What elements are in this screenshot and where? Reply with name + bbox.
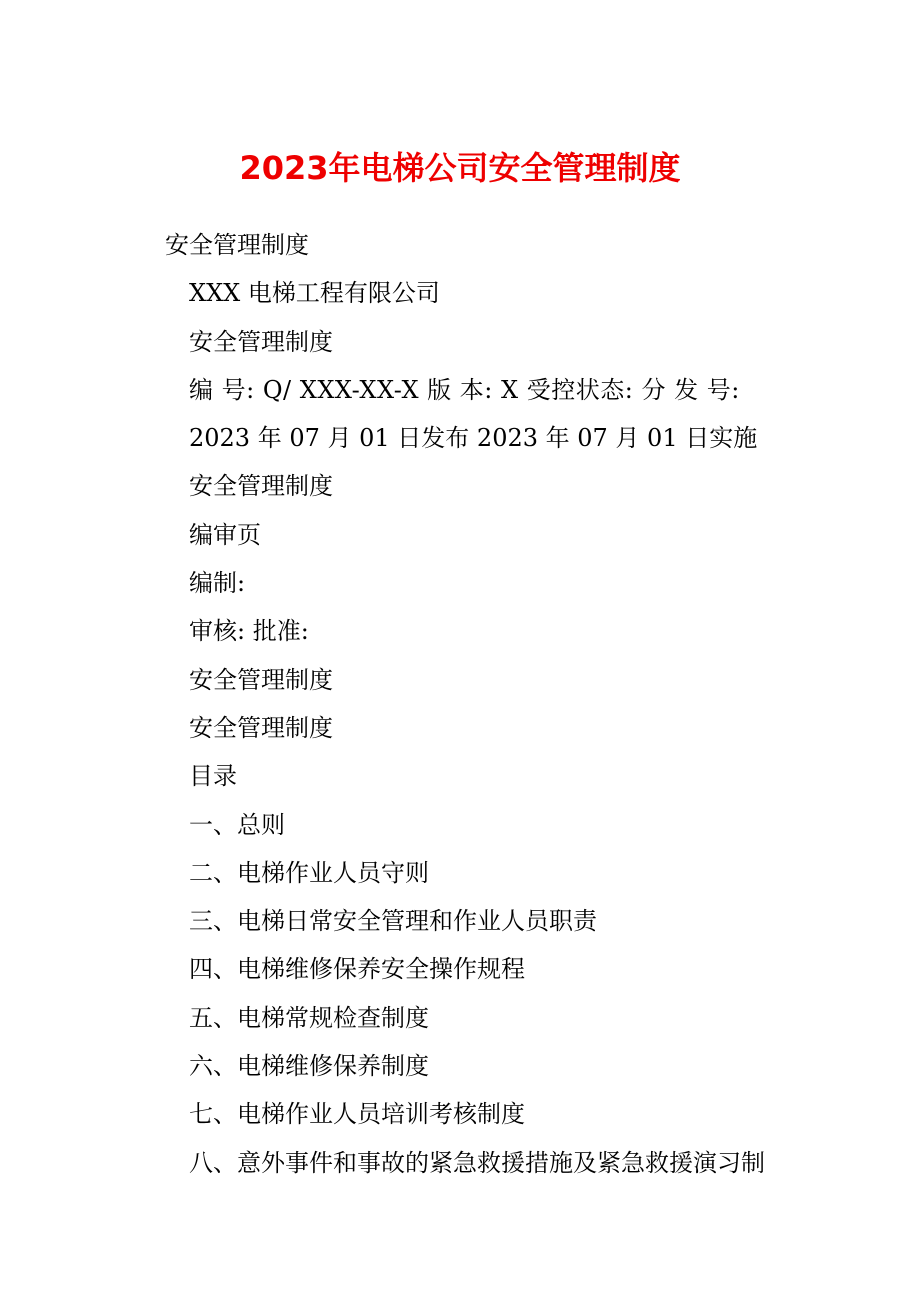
toc-item: 一、总则 — [189, 810, 285, 839]
toc-item: 五、电梯常规检查制度 — [189, 1003, 429, 1032]
text-line: 编审页 — [189, 520, 261, 549]
toc-item: 六、电梯维修保养制度 — [189, 1052, 429, 1081]
text-line: 安全管理制度 — [189, 665, 333, 694]
toc-item: 七、电梯作业人员培训考核制度 — [189, 1100, 525, 1129]
toc-item: 四、电梯维修保养安全操作规程 — [189, 955, 525, 984]
text-line: 安全管理制度 — [189, 327, 333, 356]
text-line: 审核: 批准: — [189, 617, 309, 646]
text-line: 编 号: Q/ XXX-XX-X 版 本: X 受控状态: 分 发 号: — [189, 375, 740, 404]
toc-item: 三、电梯日常安全管理和作业人员职责 — [189, 907, 597, 936]
document-title: 2023年电梯公司安全管理制度 — [239, 149, 681, 187]
document-body — [0, 221, 920, 1187]
text-line: 安全管理制度 — [189, 713, 333, 742]
text-line: 编制: — [189, 569, 246, 598]
text-line: XXX 电梯工程有限公司 — [189, 279, 440, 308]
toc-item: 八、意外事件和事故的紧急救援措施及紧急救援演习制 — [189, 1148, 765, 1177]
text-line: 安全管理制度 — [189, 472, 333, 501]
text-line: 安全管理制度 — [165, 231, 309, 259]
toc-heading: 目录 — [189, 762, 237, 791]
text-line: 2023 年 07 月 01 日发布 2023 年 07 月 01 日实施 — [189, 424, 758, 453]
toc-item: 二、电梯作业人员守则 — [189, 858, 429, 887]
